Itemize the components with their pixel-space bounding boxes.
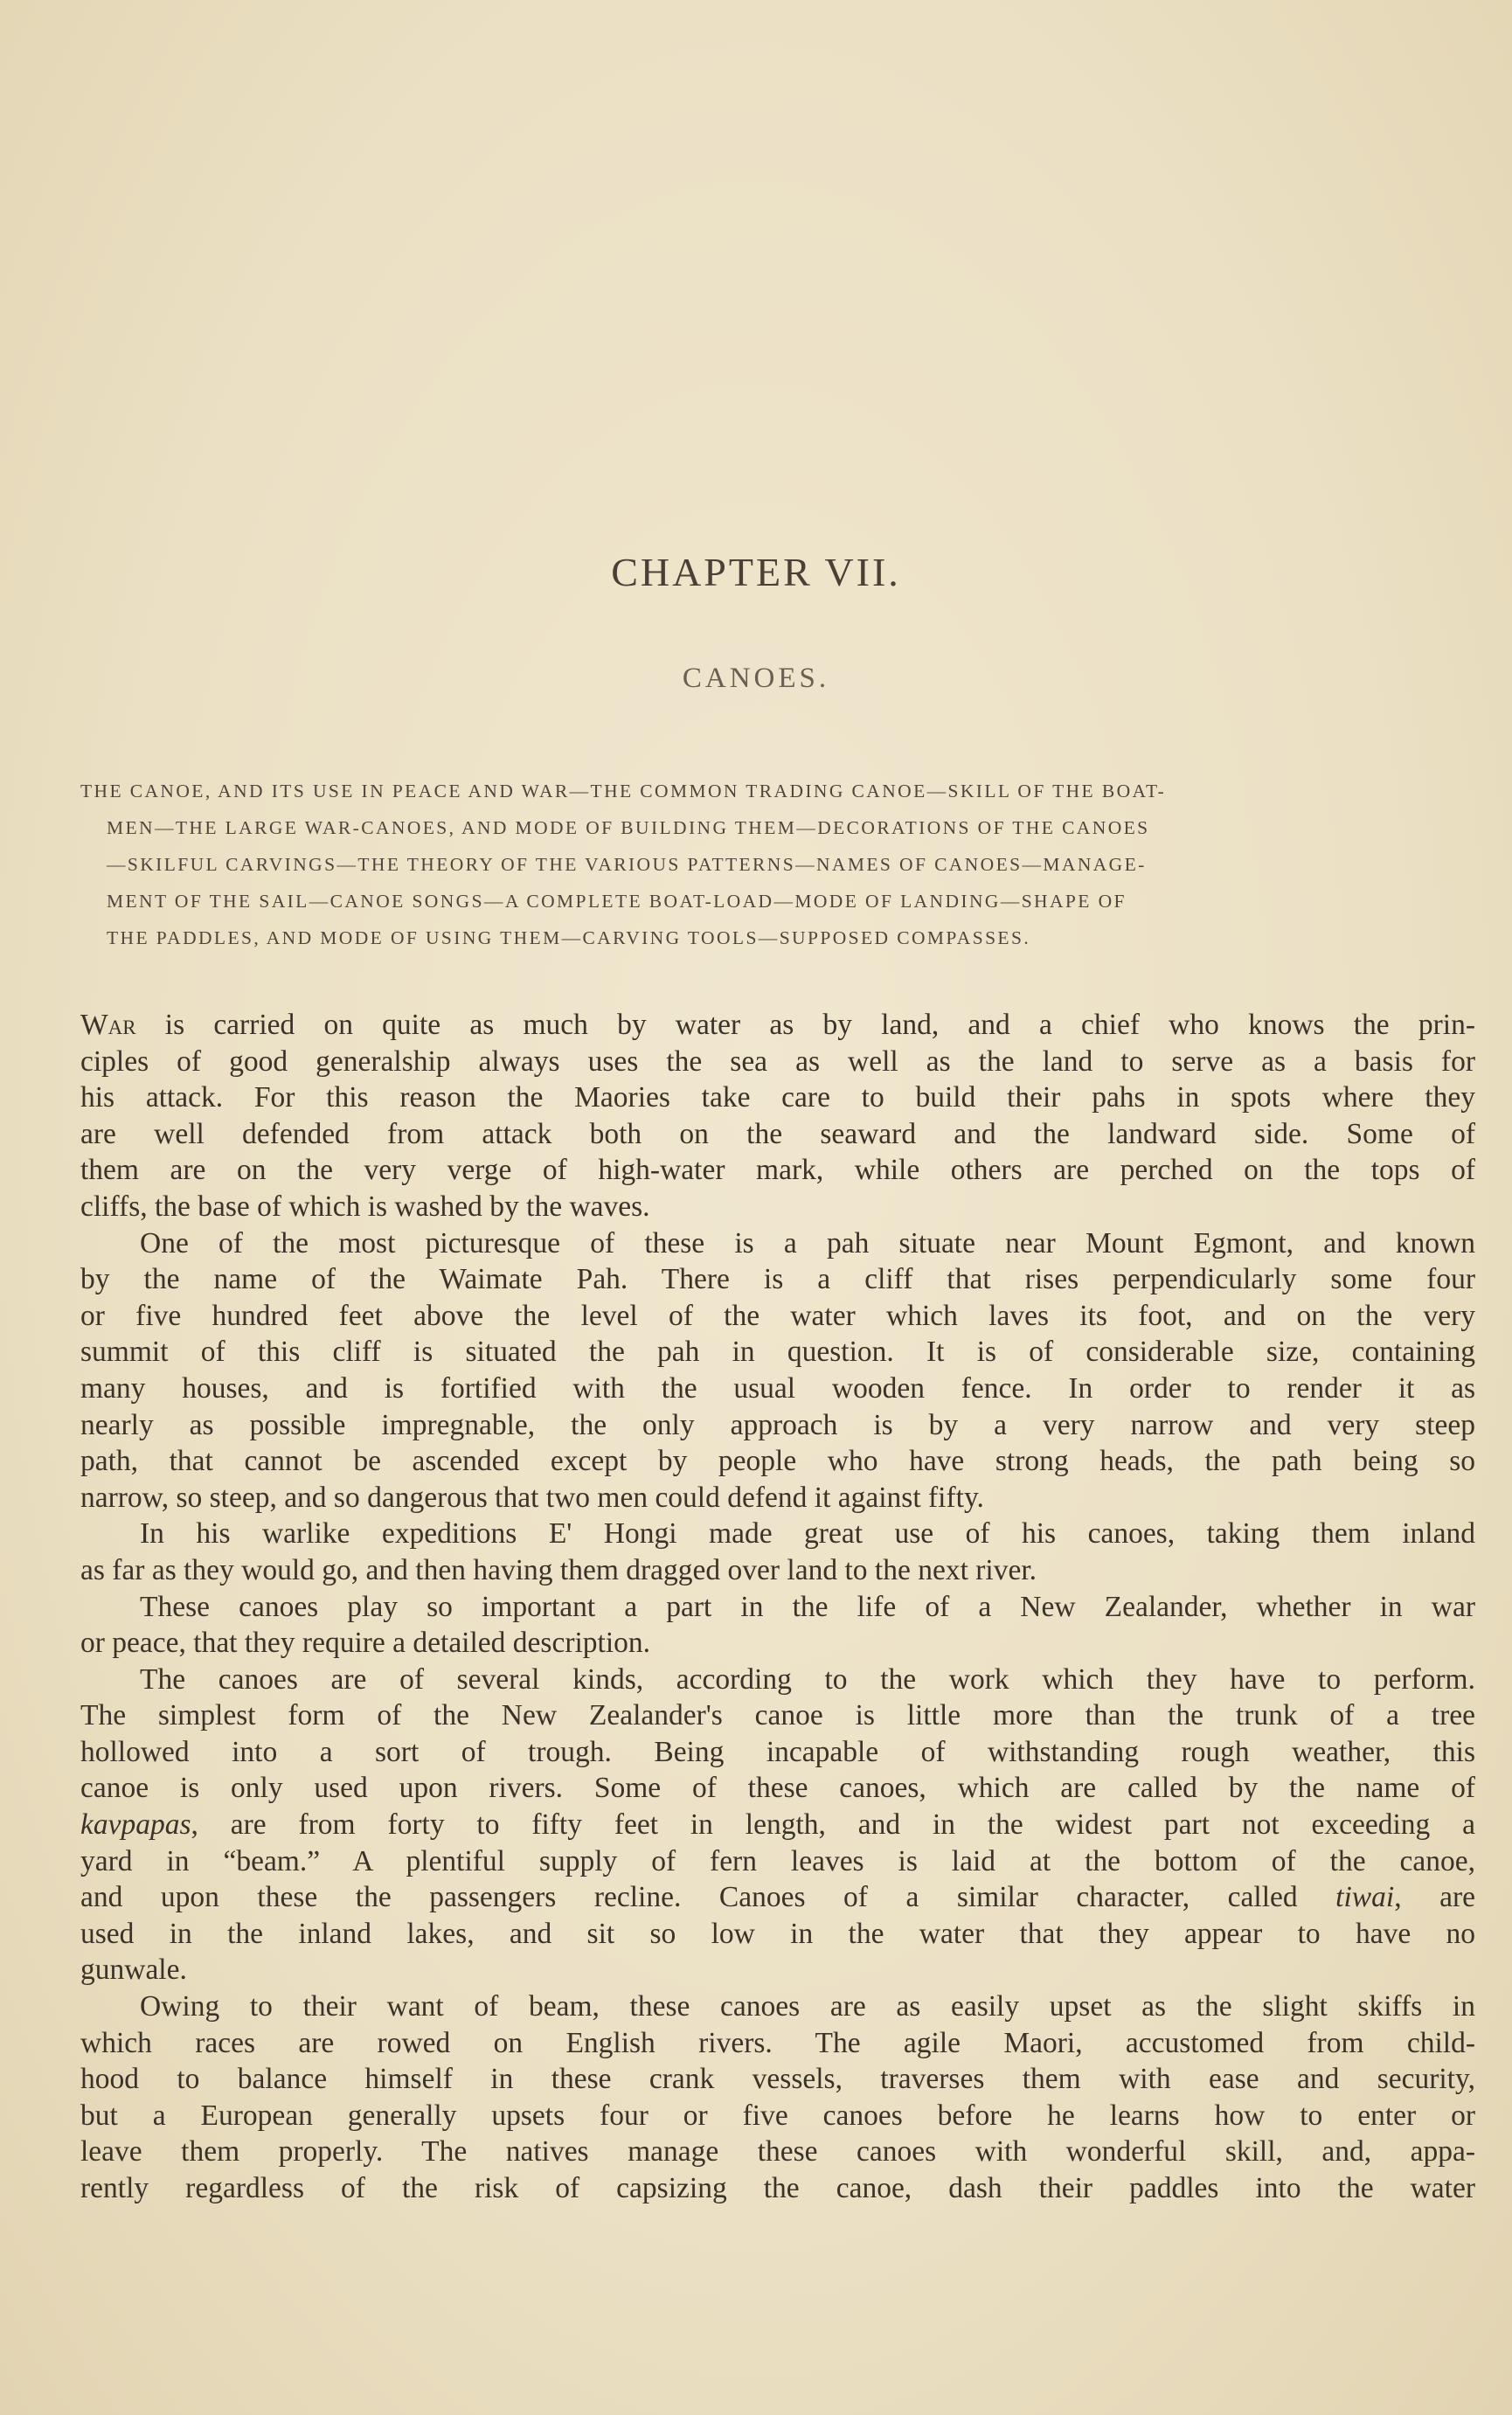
chapter-subtitle: CANOES. bbox=[682, 663, 830, 694]
synopsis-line: MENT OF THE SAIL—CANOE SONGS—A COMPLETE BOAT-LOAD—MODE OF LANDING—SHAPE OF bbox=[107, 891, 1127, 912]
synopsis-line: THE PADDLES, AND MODE OF USING THEM—CARVING TOOLS—SUPPOSED COMPASSES. bbox=[107, 927, 1031, 948]
text-line: but a European generally upsets four or five canoes before he learns how to enter or bbox=[80, 2099, 1475, 2132]
text-line: Owing to their want of beam, these canoes are as easily upset as the slight skiffs in bbox=[140, 1990, 1475, 2023]
body-text bbox=[80, 1007, 1475, 2207]
text-line: hollowed into a sort of trough. Being incapable of withstanding rough weather, this bbox=[80, 1735, 1475, 1768]
text-line: In his warlike expeditions E' Hongi made great use of his canoes, taking them inland bbox=[140, 1517, 1475, 1551]
text-line: kavpapas, are from forty to fifty feet in length, and in the widest part not exceeding a bbox=[80, 1808, 1475, 1842]
text-line: used in the inland lakes, and sit so low in the water that they appear to have no bbox=[80, 1917, 1475, 1950]
chapter-synopsis bbox=[80, 773, 1475, 956]
text-line: or peace, that they require a detailed description. bbox=[80, 1627, 651, 1660]
text-line: War is carried on quite as much by water as by land, and a chief who knows the prin- bbox=[80, 1009, 1475, 1041]
text-line: are well defended from attack both on the seaward and the landward side. Some of bbox=[80, 1117, 1475, 1150]
text-line: summit of this cliff is situated the pah in question. It is of considerable size, containing bbox=[80, 1336, 1475, 1369]
text-line: leave them properly. The natives manage these canoes with wonderful skill, and, appa- bbox=[80, 2135, 1475, 2169]
drop-word: War bbox=[80, 1009, 136, 1041]
text-line: or five hundred feet above the level of the water which laves its foot, and on the very bbox=[80, 1299, 1475, 1332]
text-line: canoe is only used upon rivers. Some of these canoes, which are called by the name of bbox=[80, 1772, 1475, 1805]
text-line: narrow, so steep, and so dangerous that two men could defend it against fifty. bbox=[80, 1481, 984, 1514]
synopsis-line: —SKILFUL CARVINGS—THE THEORY OF THE VARIOUS PATTERNS—NAMES OF CANOES—MANAGE- bbox=[107, 854, 1147, 875]
text-line: cliffs, the base of which is washed by the waves. bbox=[80, 1190, 650, 1223]
text-line: ciples of good generalship always uses the sea as well as the land to serve as a basis for bbox=[80, 1044, 1475, 1078]
text-line: by the name of the Waimate Pah. There is a cliff that rises perpendicularly some four bbox=[80, 1263, 1475, 1296]
text-line: path, that cannot be ascended except by people who have strong heads, the path being so bbox=[80, 1445, 1475, 1478]
text-line: The simplest form of the New Zealander's canoe is little more than the trunk of a tree bbox=[80, 1699, 1475, 1732]
text-line: them are on the very verge of high-water mark, while others are perched on the tops of bbox=[80, 1154, 1475, 1187]
text-line: as far as they would go, and then having them dragged over land to the next river. bbox=[80, 1553, 1037, 1586]
text-line: The canoes are of several kinds, according to the work which they have to perform. bbox=[140, 1662, 1475, 1696]
text-line: hood to balance himself in these crank vessels, traverses them with ease and security, bbox=[80, 2063, 1475, 2096]
text-line: nearly as possible impregnable, the only approach is by a very narrow and very steep bbox=[80, 1408, 1475, 1441]
text-line: which races are rowed on English rivers. The agile Maori, accustomed from child- bbox=[80, 2026, 1475, 2059]
text-line: rently regardless of the risk of capsizing the canoe, dash their paddles into the water bbox=[80, 2172, 1475, 2204]
text-line: One of the most picturesque of these is a pah situate near Mount Egmont, and known bbox=[140, 1226, 1475, 1260]
synopsis-line: MEN—THE LARGE WAR-CANOES, AND MODE OF BUILDING THEM—DECORATIONS OF THE CANOES bbox=[107, 817, 1150, 838]
text-line: his attack. For this reason the Maories take care to build their pahs in spots where they bbox=[80, 1081, 1475, 1114]
text-line: yard in “beam.” A plentiful supply of fern leaves is laid at the bottom of the canoe, bbox=[80, 1844, 1475, 1877]
text-line: gunwale. bbox=[80, 1954, 187, 1987]
text-line: These canoes play so important a part in the life of a New Zealander, whether in war bbox=[140, 1590, 1475, 1623]
chapter-title: CHAPTER VII. bbox=[611, 550, 901, 594]
italic-term: tiwai bbox=[1335, 1881, 1395, 1914]
italic-term: kavpapas bbox=[80, 1808, 191, 1842]
synopsis-line: THE CANOE, AND ITS USE IN PEACE AND WAR—THE COMMON TRADING CANOE—SKILL OF THE BOAT- bbox=[80, 781, 1167, 802]
text-line: and upon these the passengers recline. Canoes of a similar character, called tiwai, are bbox=[80, 1881, 1475, 1914]
text-line: many houses, and is fortified with the usual wooden fence. In order to render it as bbox=[80, 1371, 1475, 1405]
